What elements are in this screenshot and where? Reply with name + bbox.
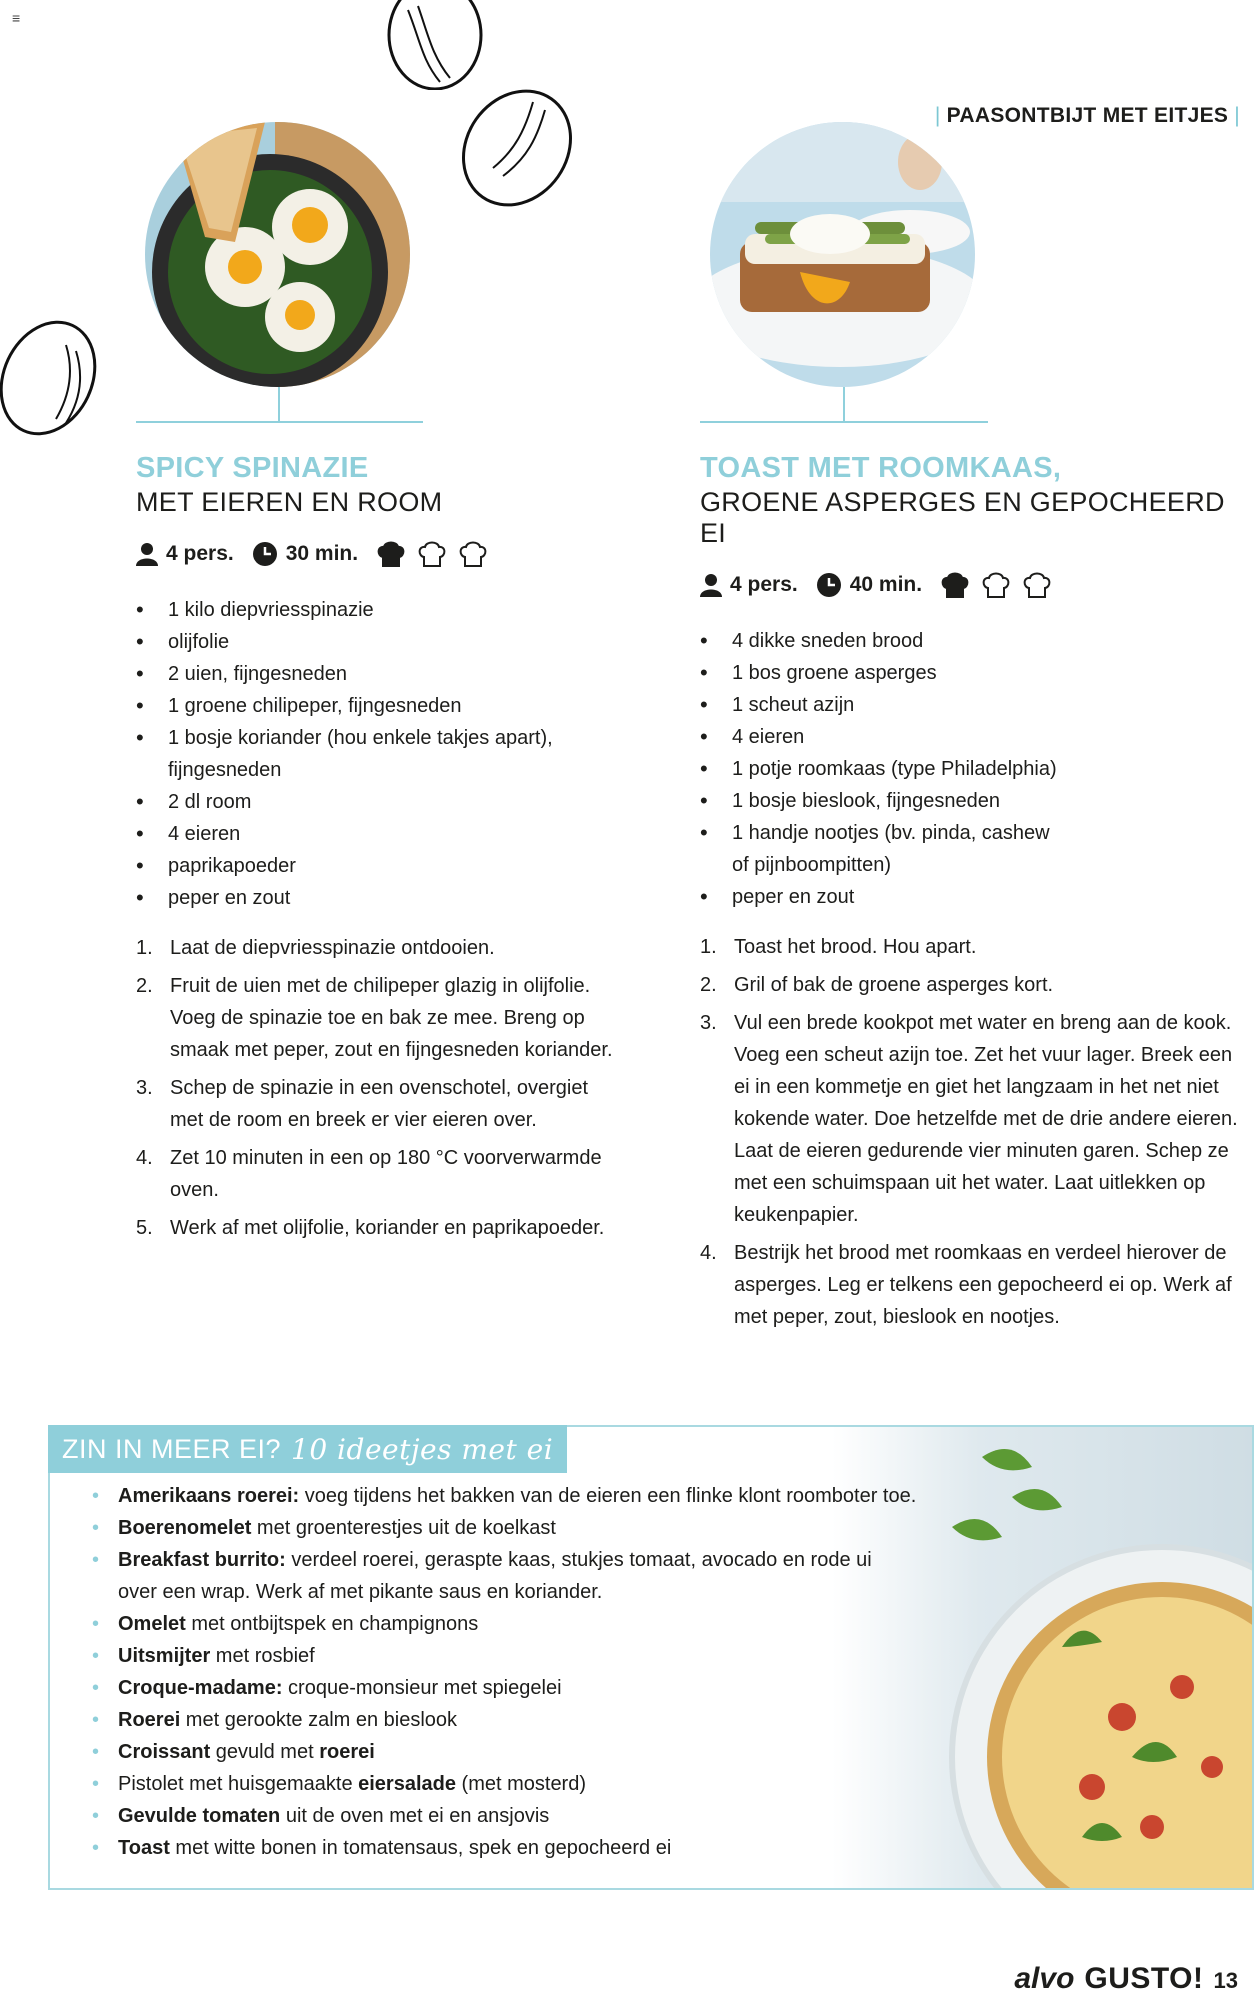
ingredient-item: • 1 bosje bieslook, fijngesneden [700, 785, 1245, 817]
person-icon [700, 573, 722, 597]
recipe1-time: 30 min. [285, 542, 359, 565]
recipe2-time: 40 min. [849, 573, 923, 596]
chef-hat-icon [1022, 571, 1052, 599]
ingredient-item: • 1 scheut azijn [700, 689, 1245, 721]
tip-item: • Breakfast burrito: verdeel roerei, geraspte kaas, stukjes tomaat, avocado en rode ui over een wrap. Werk af met pikante saus en koriander. [92, 1544, 878, 1608]
step-item: 2. Gril of bak de groene asperges kort. [700, 974, 1054, 996]
clock-icon [252, 541, 278, 567]
step-item: 4. Zet 10 minuten in een op 180 °C voorverwarmde oven. [136, 1147, 602, 1201]
tip-item: • Croissant gevuld met roerei [92, 1736, 972, 1768]
recipe1-steps [136, 932, 626, 1244]
person-icon [136, 542, 158, 566]
egg-icon [0, 315, 100, 440]
tip-item: • Pistolet met huisgemaakte eiersalade (met mosterd) [92, 1768, 972, 1800]
tip-item: • Croque-madame: croque-monsieur met spiegelei [92, 1672, 972, 1704]
page-number: 13 [1213, 1968, 1238, 1993]
ingredient-item: • 4 eieren [136, 818, 656, 850]
step-item: 5. Werk af met olijfolie, koriander en paprikapoeder. [136, 1217, 605, 1239]
tips-banner [48, 1425, 567, 1473]
tip-item: • Amerikaans roerei: voeg tijdens het bakken van de eieren een flinke klont roomboter toe. [92, 1480, 972, 1512]
tips-list [92, 1480, 972, 1864]
ingredient-item: • paprikapoeder [136, 850, 656, 882]
recipe2-persons: 4 pers. [730, 573, 798, 596]
chef-hat-icon [417, 540, 447, 568]
clock-icon [816, 572, 842, 598]
tip-item: • Gevulde tomaten uit de oven met ei en ansjovis [92, 1800, 972, 1832]
recipe2-title: TOAST MET ROOMKAAS, [700, 452, 1062, 484]
ingredient-item: • 4 eieren [700, 721, 1245, 753]
ingredient-item: • olijfolie [136, 626, 656, 658]
recipe2-subtitle: GROENE ASPERGES EN GEPOCHEERD EI [700, 487, 1225, 548]
divider-line [700, 421, 988, 423]
tip-item: • Uitsmijter met rosbief [92, 1640, 972, 1672]
ingredient-item: • 2 dl room [136, 786, 656, 818]
ingredient-item: • 1 potje roomkaas (type Philadelphia) [700, 753, 1245, 785]
recipe1 [136, 452, 656, 1250]
recipe2 [700, 452, 1245, 1339]
tip-item: • Toast met witte bonen in tomatensaus, spek en gepocheerd ei [92, 1832, 972, 1864]
tip-item: • Boerenomelet met groenterestjes uit de koelkast [92, 1512, 972, 1544]
step-item: 1. Toast het brood. Hou apart. [700, 936, 977, 958]
ingredient-item: • peper en zout [136, 882, 656, 914]
recipe1-ingredients [136, 594, 656, 914]
ingredient-item: • peper en zout [700, 881, 1245, 913]
step-item: 3. Schep de spinazie in een ovenschotel, overgiet met de room en breek er vier eieren over. [136, 1077, 589, 1131]
footer [1014, 1962, 1238, 1996]
ingredient-item-continued: of pijnboompitten) [732, 854, 891, 876]
magazine-name: GUSTO! [1084, 1962, 1204, 1995]
ingredient-item: • 2 uien, fijngesneden [136, 658, 656, 690]
ingredient-item-continued: fijngesneden [168, 759, 282, 781]
recipe2-photo [710, 122, 975, 387]
chef-hat-icon [458, 540, 488, 568]
ingredient-item: • 1 groene chilipeper, fijngesneden [136, 690, 656, 722]
menu-icon[interactable]: ≡ [12, 10, 21, 26]
recipe1-meta [136, 540, 656, 568]
stem-line [278, 387, 280, 422]
recipe2-ingredients [700, 625, 1245, 913]
divider-line [136, 421, 423, 423]
recipe2-steps [700, 931, 1240, 1333]
tips-heading-script: 10 ideetjes met ei [291, 1432, 554, 1466]
egg-icon [455, 80, 580, 215]
chef-hat-icon [981, 571, 1011, 599]
tips-list-wrap [92, 1480, 972, 1864]
ingredient-item: • 1 handje nootjes (bv. pinda, cashew [700, 817, 1245, 849]
chef-hat-icon [376, 540, 406, 568]
ingredient-item: • 4 dikke sneden brood [700, 625, 1245, 657]
section-tag: | PAASONTBIJT MET EITJES | [934, 104, 1240, 127]
brand-logo: alvo [1014, 1962, 1075, 1995]
step-item: 4. Bestrijk het brood met roomkaas en verdeel hierover de asperges. Leg er telkens een gepocheerd ei op. Werk af met peper, zout, bieslook en nootjes. [700, 1242, 1232, 1328]
chef-hat-icon [940, 571, 970, 599]
recipe1-subtitle: MET EIEREN EN ROOM [136, 487, 443, 517]
recipe2-difficulty [940, 571, 1060, 599]
ingredient-item: • 1 bosje koriander (hou enkele takjes apart), [136, 722, 656, 754]
step-item: 1. Laat de diepvriesspinazie ontdooien. [136, 937, 495, 959]
recipe1-persons: 4 pers. [166, 542, 234, 565]
stem-line [843, 387, 845, 422]
egg-icon [380, 0, 490, 90]
tip-item: • Roerei met gerookte zalm en bieslook [92, 1704, 972, 1736]
recipe2-meta [700, 571, 1245, 599]
recipe1-title: SPICY SPINAZIE [136, 452, 369, 484]
step-item: 3. Vul een brede kookpot met water en breng aan de kook. Voeg een scheut azijn toe. Zet het vuur lager. Breek een ei in een kommetje en giet het langzaam in het net niet kokende water. Doe hetzelfde met de drie andere eieren. Laat de eieren gedurende vier minuten garen. Schep ze met een schuimspaan uit het water. Laat uitlekken op keukenpapier. [700, 1012, 1238, 1226]
ingredient-item: • 1 kilo diepvriesspinazie [136, 594, 656, 626]
ingredient-item: • 1 bos groene asperges [700, 657, 1245, 689]
tips-heading: ZIN IN MEER EI? [62, 1433, 282, 1464]
tip-item: • Omelet met ontbijtspek en champignons [92, 1608, 972, 1640]
recipe1-photo [145, 122, 410, 387]
step-item: 2. Fruit de uien met de chilipeper glazig in olijfolie. Voeg de spinazie toe en bak ze mee. Breng op smaak met peper, zout en fijngesneden koriander. [136, 975, 613, 1061]
recipe1-difficulty [376, 540, 496, 568]
